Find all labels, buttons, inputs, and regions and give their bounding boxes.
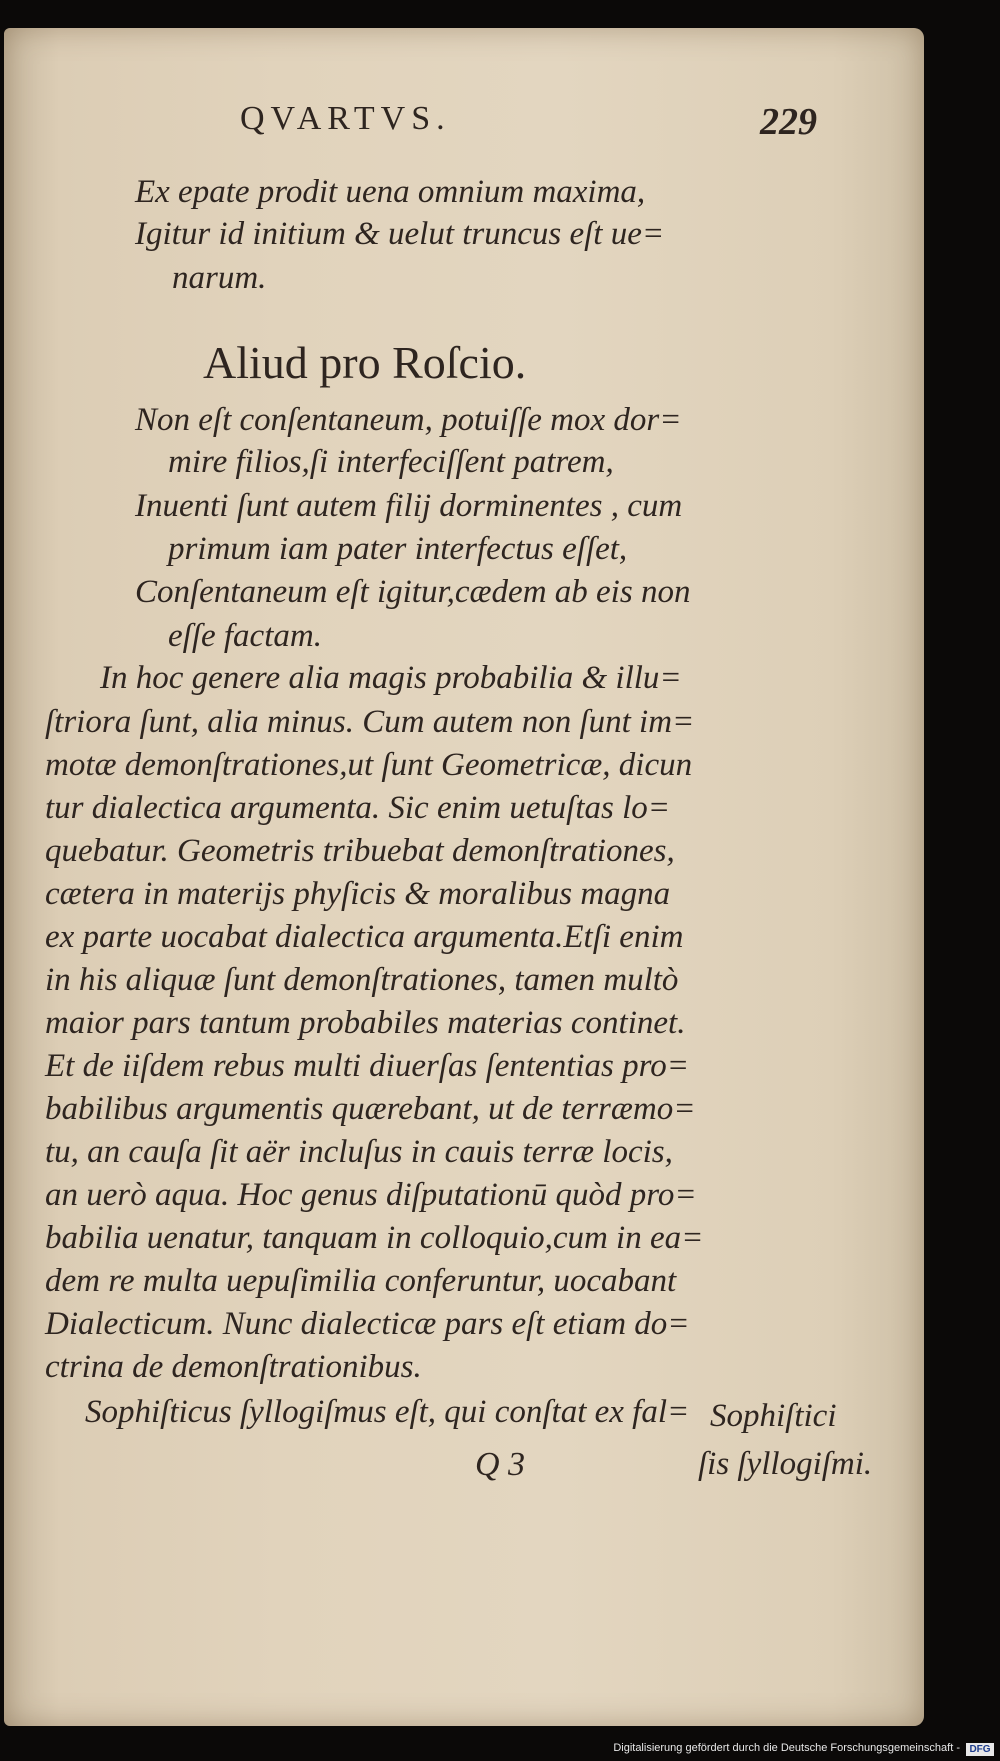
signature-mark: Q 3 xyxy=(475,1446,526,1483)
text-line: eſſe factam. xyxy=(168,618,322,654)
text-line: Et de iiſdem rebus multi diuerſas ſententias pro= xyxy=(45,1048,690,1084)
digitization-credit: Digitalisierung gefördert durch die Deutsche Forschungsgemeinschaft - xyxy=(613,1742,960,1754)
text-line: dem re multa uериſimilia conferuntur, uocabant xyxy=(45,1263,677,1299)
text-line: quebatur. Geometris tribuebat demonſtrationes, xyxy=(45,833,675,869)
text-line: an uerò aqua. Hoc genus diſputationū quòd pro= xyxy=(45,1177,697,1213)
text-line: narum. xyxy=(172,260,267,296)
text-line: Sophiſticus ſyllogiſmus eſt, qui conſtat ex fal= xyxy=(85,1394,690,1430)
text-line: mire filios,ſi interfeciſſent patrem, xyxy=(168,444,614,480)
page-number: 229 xyxy=(760,101,817,143)
text-line: Ex epate prodit uena omnium maxima, xyxy=(135,174,646,210)
text-line: tur dialectica argumenta. Sic enim uetuſtas lo= xyxy=(45,790,671,826)
text-line: Igitur id initium & uelut truncus eſt ue= xyxy=(135,216,665,252)
text-line: Conſentaneum eſt igitur,cædem ab eis non xyxy=(135,574,691,610)
text-line: Inuenti ſunt autem filij dorminentes , cum xyxy=(135,488,683,524)
text-line: ex parte uocabat dialectica argumenta.Etſi enim xyxy=(45,919,684,955)
section-heading: Aliud pro Roſcio. xyxy=(203,337,527,388)
text-line: In hoc genere alia magis probabilia & illu= xyxy=(100,660,682,696)
text-line: motæ demonſtrationes,ut ſunt Geometricæ, dicun xyxy=(45,747,693,783)
margin-note: ſis ſyllogiſmi. xyxy=(698,1446,873,1482)
text-line: ctrina de demonſtrationibus. xyxy=(45,1349,422,1385)
text-line: Dialecticum. Nunc dialecticæ pars eſt etiam do= xyxy=(45,1306,690,1342)
text-line: babilibus argumentis quærebant, ut de terræmo= xyxy=(45,1091,696,1127)
text-line: Non eſt conſentaneum, potuiſſe mox dor= xyxy=(135,402,682,438)
text-line: tu, an cauſa ſit aër incluſus in cauis terræ locis, xyxy=(45,1134,673,1170)
running-title: QVARTVS. xyxy=(240,100,451,137)
text-line: in his aliquæ ſunt demonſtrationes, tamen multò xyxy=(45,962,679,998)
text-line: babilia uenatur, tanquam in colloquio,cum in ea= xyxy=(45,1220,704,1256)
text-line: maior pars tantum probabiles materias continet. xyxy=(45,1005,686,1041)
text-line: primum iam pater interfectus eſſet, xyxy=(168,531,628,567)
margin-note: Sophiſtici xyxy=(710,1398,837,1434)
text-line: ſtriora ſunt, alia minus. Cum autem non ſunt im= xyxy=(45,704,695,740)
text-line: cætera in materijs phyſicis & moralibus magna xyxy=(45,876,671,912)
dfg-logo: DFG xyxy=(966,1743,994,1756)
